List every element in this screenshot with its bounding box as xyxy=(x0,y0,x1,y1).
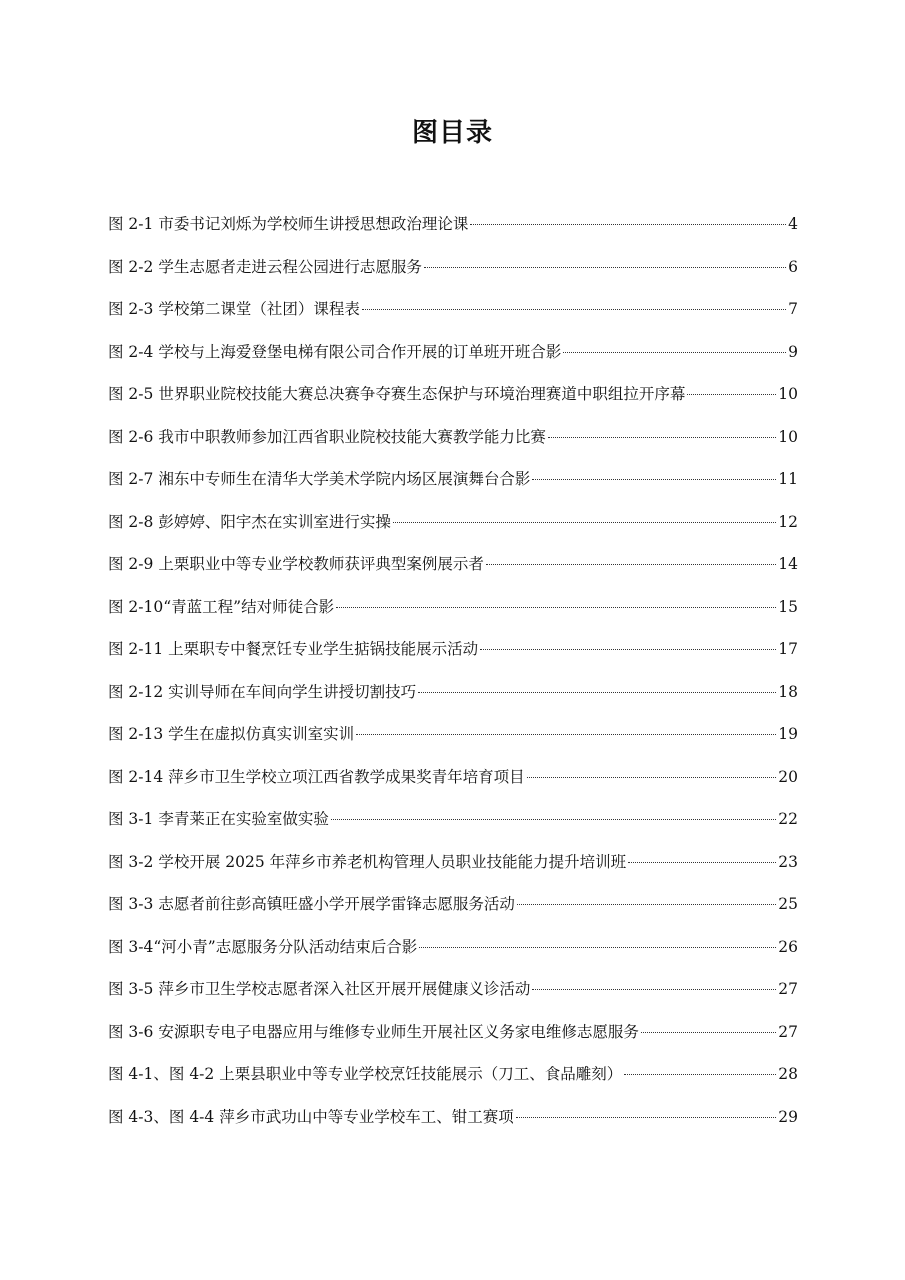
toc-entry-label: 图 3-2 学校开展 2025 年萍乡市养老机构管理人员职业技能能力提升培训班 xyxy=(108,852,627,871)
toc-entry-page-number: 26 xyxy=(778,937,798,956)
dot-leader xyxy=(356,734,776,735)
toc-entry-page-number: 10 xyxy=(778,385,798,403)
toc-entry-page-number: 22 xyxy=(778,810,798,828)
toc-entry-label: 图 2-6 我市中职教师参加江西省职业院校技能大赛教学能力比赛 xyxy=(108,427,546,446)
toc-entry-label: 图 3-1 李青莱正在实验室做实验 xyxy=(108,810,329,828)
toc-entry-page-number: 27 xyxy=(778,1022,798,1041)
toc-entry xyxy=(108,977,798,1020)
dot-leader xyxy=(527,777,777,778)
dot-leader xyxy=(516,1117,777,1118)
toc-entry-page-number: 17 xyxy=(778,640,798,658)
toc-entry xyxy=(108,212,798,255)
toc-entry-label: 图 2-10“青蓝工程”结对师徒合影 xyxy=(108,597,335,616)
dot-leader xyxy=(687,394,776,395)
toc-entry-page-number: 19 xyxy=(778,725,798,743)
toc-entry xyxy=(108,255,798,298)
dot-leader xyxy=(331,819,776,820)
toc-entry xyxy=(108,510,798,553)
toc-entry xyxy=(108,850,798,893)
toc-entry-page-number: 18 xyxy=(778,682,798,701)
dot-leader xyxy=(424,267,786,268)
toc-entry xyxy=(108,595,798,638)
toc-entry xyxy=(108,552,798,595)
toc-entry xyxy=(108,807,798,850)
toc-entry-page-number: 15 xyxy=(778,597,798,616)
toc-entry-label: 图 3-6 安源职专电子电器应用与维修专业师生开展社区义务家电维修志愿服务 xyxy=(108,1022,639,1041)
toc-entry-label: 图 2-9 上栗职业中等专业学校教师获评典型案例展示者 xyxy=(108,555,484,573)
toc-entry-page-number: 9 xyxy=(788,342,798,361)
dot-leader xyxy=(470,224,786,225)
toc-entry-page-number: 7 xyxy=(788,300,798,318)
toc-entry-label: 图 2-8 彭婷婷、阳宇杰在实训室进行实操 xyxy=(108,512,391,531)
dot-leader xyxy=(532,479,776,480)
toc-entry-page-number: 25 xyxy=(778,895,798,913)
toc-entry-label: 图 3-3 志愿者前往彭高镇旺盛小学开展学雷锋志愿服务活动 xyxy=(108,895,515,913)
dot-leader xyxy=(393,522,776,523)
toc-entry-label: 图 2-13 学生在虚拟仿真实训室实训 xyxy=(108,725,355,743)
toc-entry-page-number: 28 xyxy=(778,1065,798,1083)
dot-leader xyxy=(517,904,776,905)
toc-entry xyxy=(108,382,798,425)
toc-entry-label: 图 3-5 萍乡市卫生学校志愿者深入社区开展开展健康义诊活动 xyxy=(108,980,531,998)
toc-entry-page-number: 27 xyxy=(778,980,798,998)
toc-entry-label: 图 2-11 上栗职专中餐烹饪专业学生掂锅技能展示活动 xyxy=(108,640,479,658)
toc-entry-label: 图 2-5 世界职业院校技能大赛总决赛争夺赛生态保护与环境治理赛道中职组拉开序幕 xyxy=(108,385,686,403)
toc-entry xyxy=(108,425,798,468)
toc-entry-label: 图 2-7 湘东中专师生在清华大学美术学院内场区展演舞台合影 xyxy=(108,470,531,488)
toc-entry xyxy=(108,1020,798,1063)
dot-leader xyxy=(480,649,776,650)
dot-leader xyxy=(486,564,776,565)
toc-entry-label: 图 4-1、图 4-2 上栗县职业中等专业学校烹饪技能展示（刀工、食品雕刻） xyxy=(108,1065,623,1083)
dot-leader xyxy=(418,692,776,693)
toc-entry xyxy=(108,892,798,935)
toc-entry xyxy=(108,1062,798,1105)
dot-leader xyxy=(336,607,776,608)
toc-entry-label: 图 2-4 学校与上海爱登堡电梯有限公司合作开展的订单班开班合影 xyxy=(108,342,562,361)
toc-entry-page-number: 29 xyxy=(778,1107,798,1126)
toc-entry-page-number: 11 xyxy=(778,470,798,488)
toc-entry-label: 图 2-1 市委书记刘烁为学校师生讲授思想政治理论课 xyxy=(108,215,469,233)
toc-entry-page-number: 20 xyxy=(778,767,798,786)
dot-leader xyxy=(641,1032,776,1033)
toc-entry xyxy=(108,935,798,978)
dot-leader xyxy=(532,989,776,990)
page-title: 图目录 xyxy=(411,118,493,148)
toc-entry-page-number: 12 xyxy=(778,512,798,531)
toc-entry-label: 图 2-14 萍乡市卫生学校立项江西省教学成果奖青年培育项目 xyxy=(108,767,525,786)
toc-entry-label: 图 4-3、图 4-4 萍乡市武功山中等专业学校车工、钳工赛项 xyxy=(108,1107,514,1126)
toc-entry-page-number: 10 xyxy=(778,427,798,446)
toc-entry xyxy=(108,722,798,765)
dot-leader xyxy=(624,1074,776,1075)
toc-entry-page-number: 23 xyxy=(778,852,798,871)
dot-leader xyxy=(628,862,776,863)
toc-entry-label: 图 2-12 实训导师在车间向学生讲授切割技巧 xyxy=(108,682,417,701)
toc-entry xyxy=(108,1105,798,1148)
toc-entry-label: 图 2-3 学校第二课堂（社团）课程表 xyxy=(108,300,360,318)
toc-entry xyxy=(108,637,798,680)
dot-leader xyxy=(548,437,776,438)
toc-entry-label: 图 3-4“河小青”志愿服务分队活动结束后合影 xyxy=(108,937,418,956)
dot-leader xyxy=(563,352,786,353)
toc-entry-page-number: 4 xyxy=(788,215,798,233)
toc-entry-label: 图 2-2 学生志愿者走进云程公园进行志愿服务 xyxy=(108,257,422,276)
figure-list xyxy=(108,212,798,1147)
toc-entry xyxy=(108,680,798,723)
toc-entry xyxy=(108,297,798,340)
dot-leader xyxy=(362,309,786,310)
dot-leader xyxy=(419,947,776,948)
toc-entry-page-number: 14 xyxy=(778,555,798,573)
toc-entry-page-number: 6 xyxy=(788,257,798,276)
toc-entry xyxy=(108,340,798,383)
toc-entry xyxy=(108,765,798,808)
toc-entry xyxy=(108,467,798,510)
